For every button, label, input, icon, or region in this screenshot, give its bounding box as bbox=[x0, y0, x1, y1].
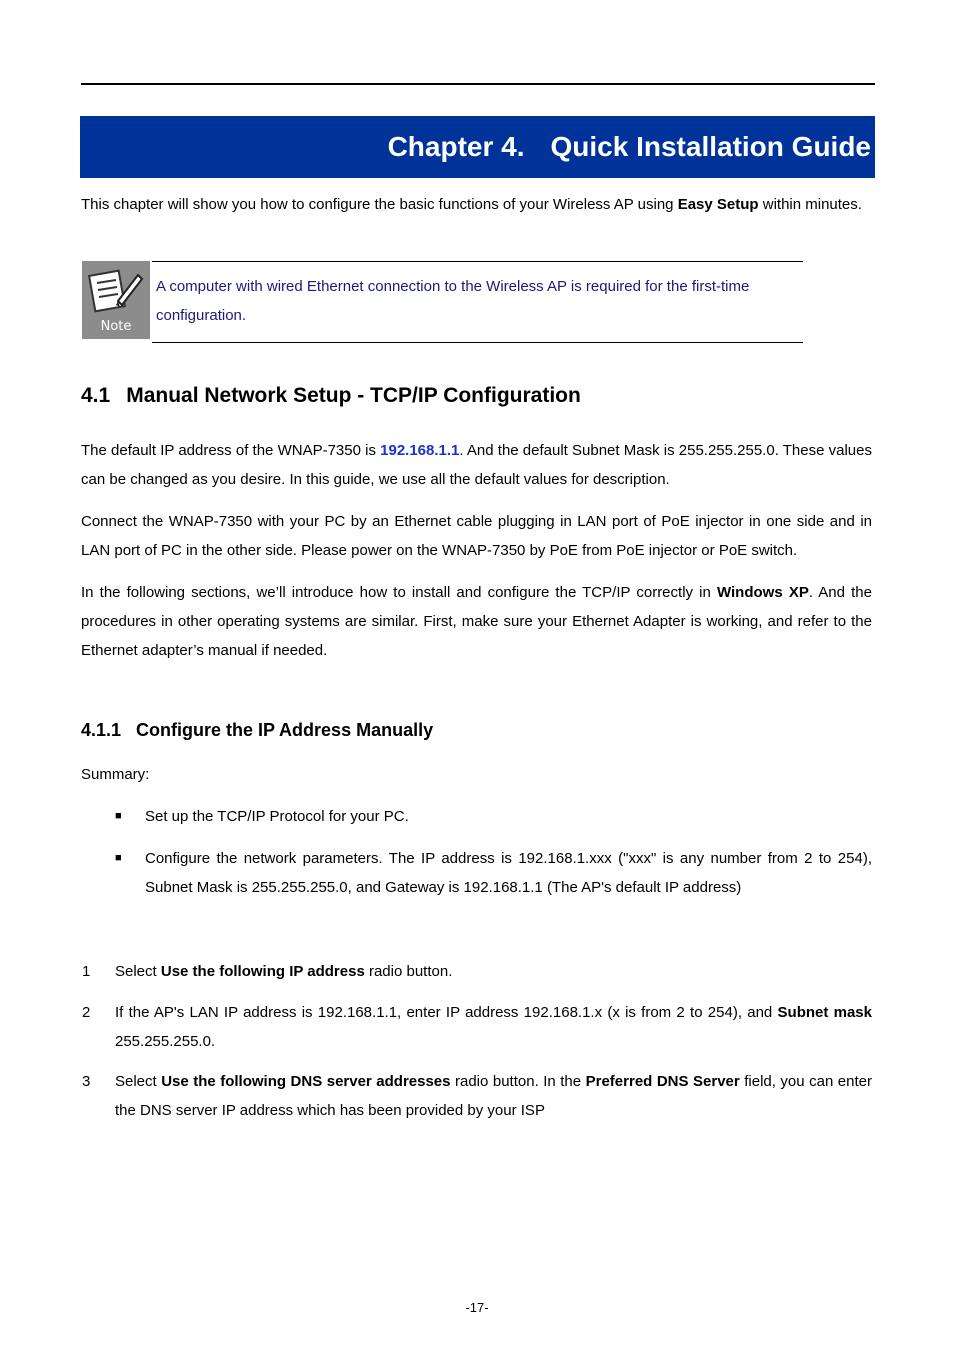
subsection-heading: 4.1.1 Configure the IP Address Manually bbox=[81, 720, 434, 740]
bullet-square-icon: ■ bbox=[115, 852, 122, 864]
chapter-title bbox=[388, 131, 871, 163]
note-icon bbox=[82, 261, 150, 339]
step-number: 2 bbox=[82, 1004, 91, 1021]
paragraph-procedures: In the following sections, we’ll introduce how to install and configure the TCP/IP correctly in Windows XP. And the procedures in other operating systems are similar. First, make sure your Ethernet Adapter is working, and refer to the Ethernet adapter’s manual if needed. bbox=[81, 584, 872, 659]
section-heading: 4.1 Manual Network Setup - TCP/IP Configuration bbox=[81, 384, 581, 407]
summary-label: Summary: bbox=[81, 766, 150, 783]
svg-text:Note: Note bbox=[100, 319, 132, 334]
default-ip-address: 192.168.1.1 bbox=[380, 442, 460, 459]
bullet-item: Configure the network parameters. The IP address is 192.168.1.xxx ("xxx" is any number from 2 to 254), Subnet Mask is 255.255.255.0, and Gateway is 192.168.1.1 (The AP's default IP address) bbox=[145, 850, 872, 896]
step-text: Select Use the following IP address radio button. bbox=[115, 963, 453, 980]
bullet-item: Set up the TCP/IP Protocol for your PC. bbox=[145, 808, 409, 825]
note-bottom-rule bbox=[152, 342, 803, 343]
step-number: 1 bbox=[82, 963, 91, 980]
easy-setup-term: Easy Setup bbox=[677, 196, 759, 213]
note-text: A computer with wired Ethernet connection to the Wireless AP is required for the first-time configuration. bbox=[156, 278, 750, 324]
paragraph-default-ip: The default IP address of the WNAP-7350 is 192.168.1.1. And the default Subnet Mask is 255.255.255.0. These values can be changed as you desire. In this guide, we use all the default values for description. bbox=[81, 442, 872, 488]
step-text: If the AP's LAN IP address is 192.168.1.1, enter IP address 192.168.1.x (x is from 2 to 254), and Subnet mask 255.255.255.0. bbox=[115, 1004, 872, 1050]
paragraph-connect: Connect the WNAP-7350 with your PC by an Ethernet cable plugging in LAN port of PoE injector in one side and in LAN port of PC in the other side. Please power on the WNAP-7350 by PoE from PoE injector or PoE switch. bbox=[81, 513, 872, 559]
header-rule bbox=[81, 83, 875, 85]
intro-paragraph: This chapter will show you how to configure the basic functions of your Wireless AP using Easy Setup within minutes. bbox=[81, 196, 862, 213]
step-number: 3 bbox=[82, 1073, 91, 1090]
note-top-rule bbox=[152, 261, 803, 262]
step-text: Select Use the following DNS server addresses radio button. In the Preferred DNS Server field, you can enter the DNS server IP address which has been provided by your ISP bbox=[115, 1073, 872, 1119]
bullet-square-icon: ■ bbox=[115, 810, 122, 822]
note-box bbox=[82, 261, 803, 343]
page-number: -17- bbox=[465, 1300, 489, 1315]
windows-xp-term: Windows XP bbox=[716, 584, 809, 601]
chapter-number: Chapter 4. bbox=[387, 131, 525, 162]
chapter-name: Quick Installation Guide bbox=[550, 131, 871, 162]
chapter-banner bbox=[80, 116, 875, 178]
